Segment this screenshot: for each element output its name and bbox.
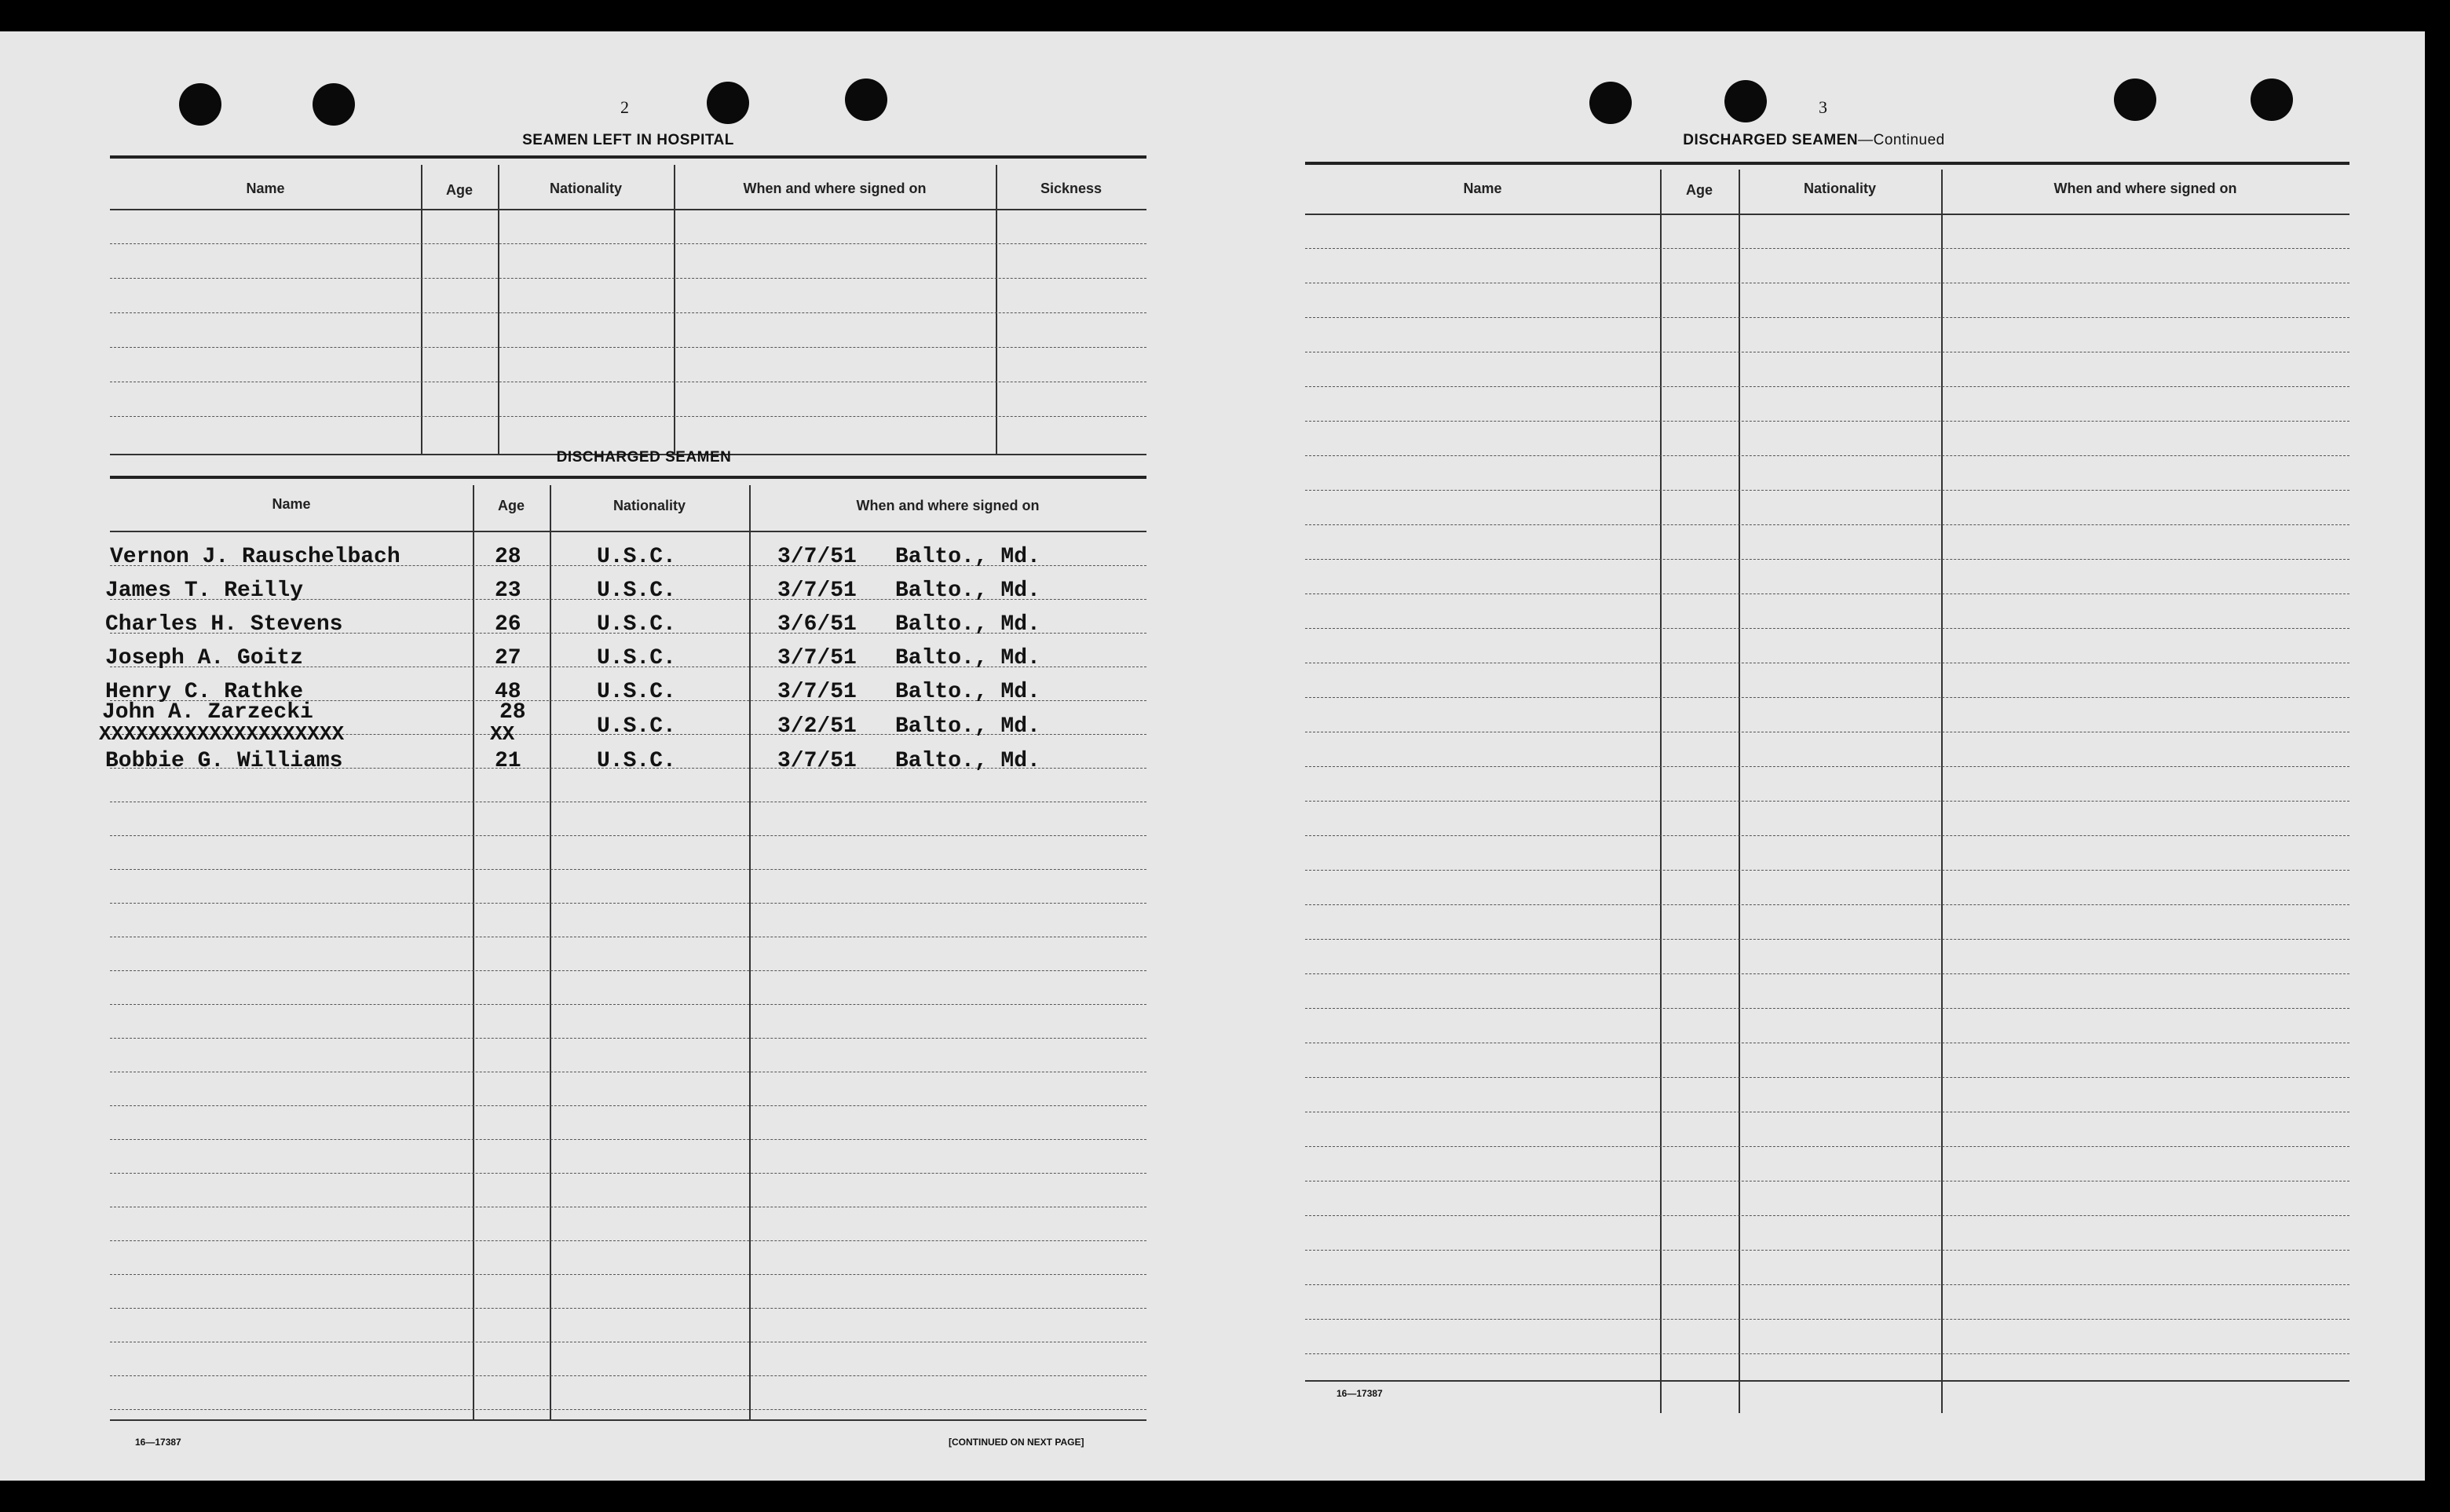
entry-date: 3/7/51 (777, 579, 857, 603)
entry-nationality: U.S.C. (597, 714, 676, 739)
punch-hole (707, 82, 749, 124)
entry-name: Henry C. Rathke (105, 680, 304, 704)
punch-hole (845, 79, 887, 121)
row-rule (1305, 386, 2349, 387)
form-number: 16—17387 (135, 1437, 181, 1448)
entry-age: 27 (495, 646, 521, 670)
row-rule (1305, 628, 2349, 629)
table-rule (1305, 162, 2349, 165)
column-rule (674, 165, 675, 454)
table-rule (1305, 1380, 2349, 1382)
punch-hole (2251, 79, 2293, 121)
row-rule (110, 312, 1146, 313)
column-rule (498, 165, 499, 454)
row-rule (110, 869, 1146, 870)
row-rule (110, 1004, 1146, 1005)
column-rule (473, 485, 474, 1419)
column-header-name: Name (272, 496, 311, 512)
row-rule (110, 416, 1146, 417)
entry-place: Balto., Md. (895, 545, 1040, 569)
row-rule (1305, 1353, 2349, 1354)
row-rule (1305, 248, 2349, 249)
entry-age: 28 (499, 700, 526, 725)
entry-name: Bobbie G. Williams (105, 749, 343, 773)
entry-place: Balto., Md. (895, 749, 1040, 773)
heading-main: DISCHARGED SEAMEN (1683, 132, 1859, 148)
entry-nationality: U.S.C. (597, 680, 676, 704)
row-rule (1305, 1319, 2349, 1320)
right-page (1209, 31, 2425, 1481)
entry-name: James T. Reilly (105, 579, 304, 603)
entry-age: 26 (495, 612, 521, 637)
entry-place: Balto., Md. (895, 579, 1040, 603)
row-rule (1305, 421, 2349, 422)
discharged-continued-heading (1594, 132, 2034, 149)
row-rule (1305, 317, 2349, 318)
entry-date: 3/7/51 (777, 646, 857, 670)
row-rule (1305, 524, 2349, 525)
column-header-age: Age (445, 182, 473, 198)
column-header-nationality: Nationality (612, 498, 686, 513)
table-rule (110, 531, 1146, 532)
column-rule (996, 165, 997, 454)
entry-nationality: U.S.C. (597, 749, 676, 773)
column-rule (749, 485, 751, 1419)
row-rule (110, 903, 1146, 904)
row-rule (110, 1375, 1146, 1376)
row-rule (110, 1409, 1146, 1410)
hospital-heading: SEAMEN LEFT IN HOSPITAL (522, 132, 734, 148)
left-page (0, 31, 1209, 1481)
row-rule (110, 1308, 1146, 1309)
entry-nationality: U.S.C. (597, 579, 676, 603)
row-rule (1305, 904, 2349, 905)
row-rule (1305, 1008, 2349, 1009)
column-rule (550, 485, 551, 1419)
entry-place: Balto., Md. (895, 646, 1040, 670)
entry-name: Vernon J. Rauschelbach (110, 545, 400, 569)
entry-nationality: U.S.C. (597, 612, 676, 637)
row-rule (1305, 1284, 2349, 1285)
table-rule (110, 1419, 1146, 1421)
punch-hole (1589, 82, 1632, 124)
column-header-age: Age (1685, 182, 1713, 198)
entry-age: 21 (495, 749, 521, 773)
table-rule (110, 155, 1146, 159)
struck-out-text: XXXXXXXXXXXXXXXXXXXX (99, 722, 345, 746)
row-rule (1305, 766, 2349, 767)
discharged-heading: DISCHARGED SEAMEN (556, 449, 732, 466)
entry-age: 23 (495, 579, 521, 603)
entry-date: 3/7/51 (777, 749, 857, 773)
entry-name: John A. Zarzecki (102, 700, 313, 725)
entry-nationality: U.S.C. (597, 545, 676, 569)
entry-age: 48 (495, 680, 521, 704)
column-rule (1660, 170, 1662, 1413)
row-rule (1305, 801, 2349, 802)
column-rule (421, 165, 422, 454)
row-rule (1305, 697, 2349, 698)
punch-hole (1724, 80, 1767, 122)
column-header-signed-on: When and where signed on (743, 181, 927, 196)
row-rule (110, 347, 1146, 348)
row-rule (1305, 1250, 2349, 1251)
row-rule (110, 1038, 1146, 1039)
column-header-nationality: Nationality (549, 181, 622, 196)
column-header-signed-on: When and where signed on (856, 498, 1040, 513)
heading-suffix: —Continued (1858, 132, 1945, 148)
punch-hole (313, 83, 355, 126)
entry-date: 3/7/51 (777, 680, 857, 704)
row-rule (1305, 490, 2349, 491)
page-number: 2 (620, 97, 629, 117)
column-header-signed-on: When and where signed on (2053, 181, 2237, 196)
row-rule (110, 1139, 1146, 1140)
row-rule (1305, 1146, 2349, 1147)
entry-place: Balto., Md. (895, 612, 1040, 637)
continued-note: [CONTINUED ON NEXT PAGE] (949, 1437, 1084, 1448)
row-rule (110, 1173, 1146, 1174)
entry-name: Charles H. Stevens (105, 612, 343, 637)
punch-hole (2114, 79, 2156, 121)
entry-date: 3/7/51 (777, 545, 857, 569)
row-rule (1305, 1077, 2349, 1078)
table-rule (1305, 214, 2349, 215)
row-rule (110, 1274, 1146, 1275)
punch-hole (179, 83, 221, 126)
row-rule (110, 970, 1146, 971)
column-rule (1739, 170, 1740, 1413)
row-rule (1305, 870, 2349, 871)
entry-date: 3/2/51 (777, 714, 857, 739)
entry-place: Balto., Md. (895, 680, 1040, 704)
form-number: 16—17387 (1337, 1388, 1383, 1399)
row-rule (1305, 973, 2349, 974)
entry-date: 3/6/51 (777, 612, 857, 637)
row-rule (110, 243, 1146, 244)
row-rule (1305, 455, 2349, 456)
column-header-nationality: Nationality (1803, 181, 1876, 196)
page-number: 3 (1819, 97, 1827, 117)
row-rule (1305, 1215, 2349, 1216)
entry-name: Joseph A. Goitz (105, 646, 304, 670)
row-rule (1305, 593, 2349, 594)
struck-out-text: XX (490, 722, 515, 746)
row-rule (110, 835, 1146, 836)
row-rule (1305, 939, 2349, 940)
entry-age: 28 (495, 545, 521, 569)
row-rule (110, 1105, 1146, 1106)
table-rule (110, 209, 1146, 210)
column-header-sickness: Sickness (1040, 181, 1102, 196)
column-rule (1941, 170, 1943, 1413)
column-header-name: Name (1463, 181, 1502, 196)
row-rule (110, 278, 1146, 279)
row-rule (1305, 835, 2349, 836)
column-header-age: Age (497, 498, 525, 513)
entry-place: Balto., Md. (895, 714, 1040, 739)
entry-nationality: U.S.C. (597, 646, 676, 670)
column-header-name: Name (246, 181, 285, 196)
row-rule (110, 1240, 1146, 1241)
table-rule (110, 476, 1146, 479)
row-rule (1305, 559, 2349, 560)
